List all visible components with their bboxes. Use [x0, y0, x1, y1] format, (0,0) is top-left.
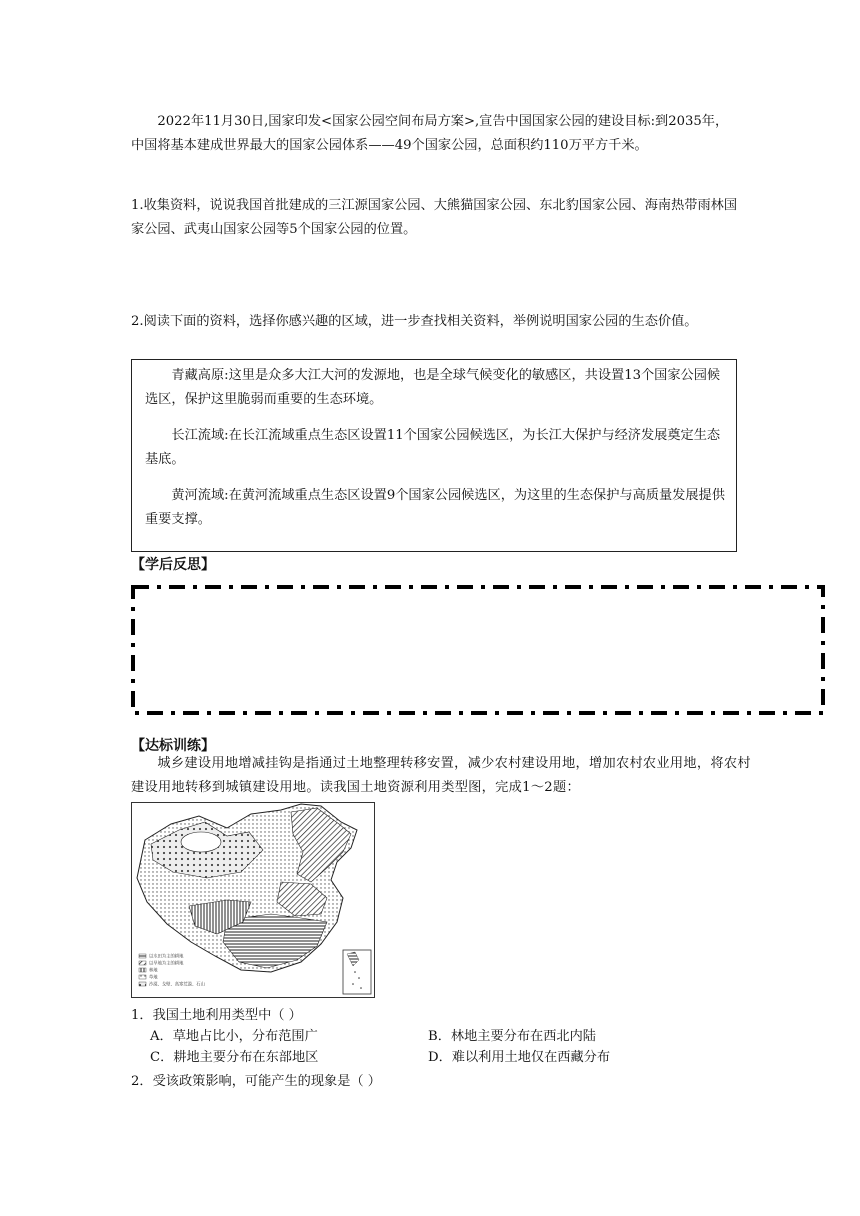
practice-heading: 【达标训练】 — [131, 738, 215, 754]
task-1: 1.收集资料，说说我国首批建成的三江源国家公园、大熊猫国家公园、东北豹国家公园、海南热带雨林国家公园、武夷山国家公园等5个国家公园的位置。 — [131, 198, 738, 237]
legend-paddy: 以水田为主的耕地 — [149, 954, 184, 960]
q1-option-b[interactable]: B．林地主要分布在西北内陆 — [428, 1029, 596, 1044]
legend-desert: 沙漠、戈壁、高寒荒漠、石山 — [149, 982, 205, 988]
question-2-stem: 2．受该政策影响，可能产生的现象是（ ） — [131, 1074, 381, 1089]
q1-option-d[interactable]: D．难以利用土地仅在西藏分布 — [428, 1050, 611, 1065]
material-box — [131, 359, 737, 552]
q1-option-a[interactable]: A．草地占比小，分布范围广 — [150, 1029, 318, 1044]
material-yangtze: 长江流域:在长江流域重点生态区设置11个国家公园候选区，为长江大保护与经济发展奠定生态基底。 — [145, 428, 721, 467]
reflection-writing-area[interactable] — [131, 585, 825, 715]
legend-dryland: 以旱地为主的耕地 — [149, 961, 184, 967]
question-1-stem: 1．我国土地利用类型中（ ） — [131, 1008, 302, 1023]
intro-paragraph: 2022年11月30日,国家印发<国家公园空间布局方案>,宣告中国国家公园的建设目标:到2035年，中国将基本建成世界最大的国家公园体系——49个国家公园，总面积约110万平方千米。 — [131, 114, 729, 153]
land-use-map — [131, 802, 375, 998]
task-2: 2.阅读下面的资料，选择你感兴趣的区域，进一步查找相关资料，举例说明国家公园的生态价值。 — [131, 314, 698, 329]
q1-option-c[interactable]: C．耕地主要分布在东部地区 — [150, 1050, 319, 1065]
reflection-heading: 【学后反思】 — [131, 557, 215, 573]
legend-forest: 林地 — [149, 968, 158, 974]
legend-grassland: 草地 — [149, 975, 158, 981]
material-yellow-river: 黄河流域:在黄河流域重点生态区设置9个国家公园候选区，为这里的生态保护与高质量发展提供重要支撑。 — [145, 488, 725, 527]
practice-intro: 城乡建设用地增减挂钩是指通过土地整理转移安置，减少农村建设用地，增加农村农业用地，将农村建设用地转移到城镇建设用地。读我国土地资源利用类型图，完成1～2题： — [131, 756, 751, 795]
material-qinghai-tibet: 青藏高原:这里是众多大江大河的发源地，也是全球气候变化的敏感区，共设置13个国家公园候选区，保护这里脆弱而重要的生态环境。 — [145, 368, 721, 407]
